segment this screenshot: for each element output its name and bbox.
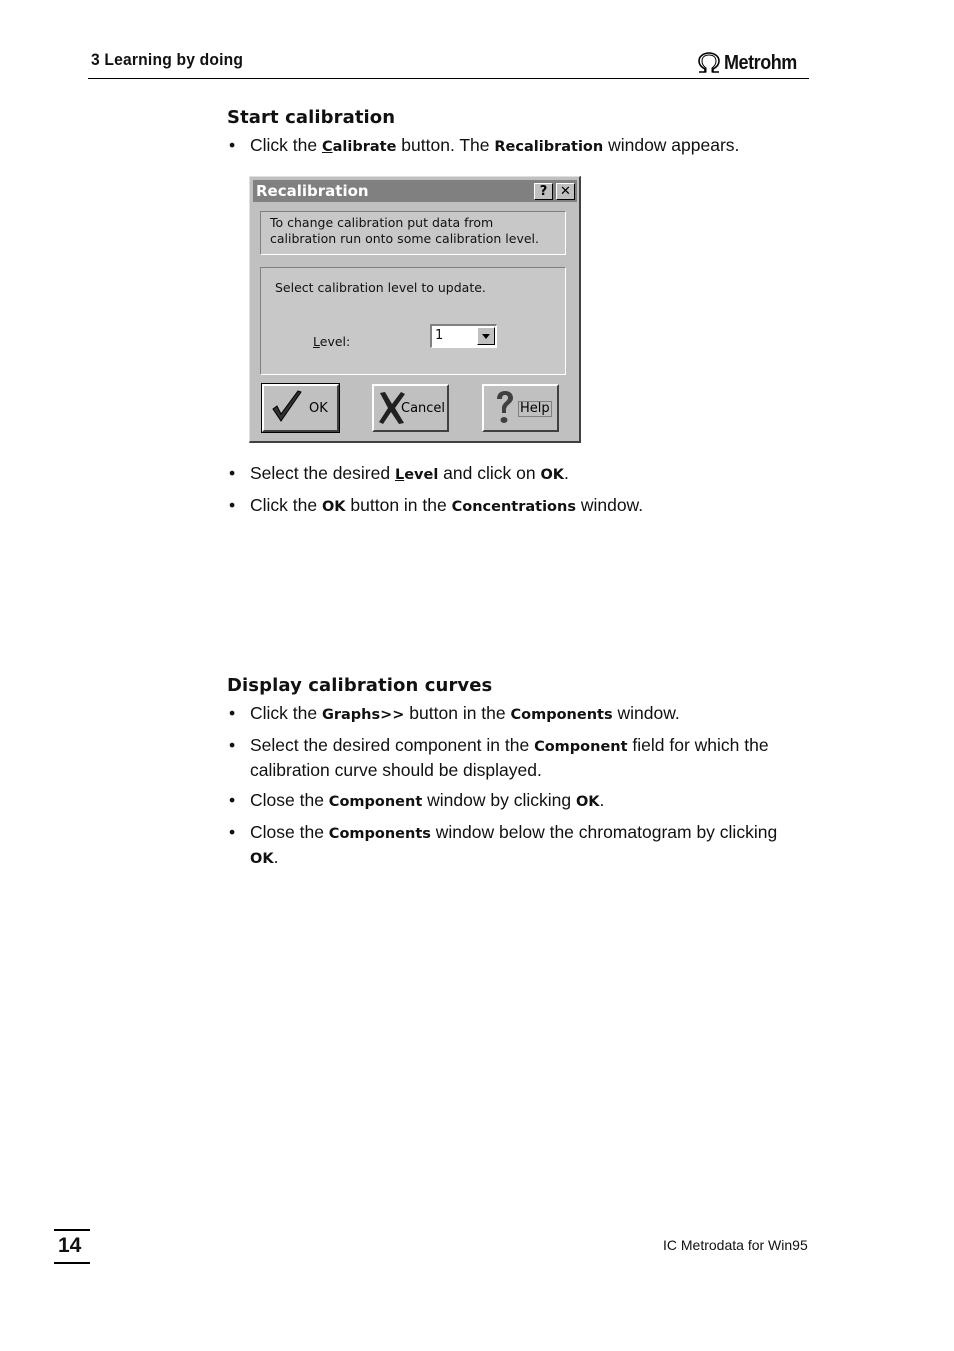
bullet-dot: •: [229, 790, 236, 810]
info-text: To change calibration put data from calibration run onto some calibration level.: [270, 215, 540, 246]
help-label: Help: [520, 401, 550, 416]
help-button[interactable]: [482, 384, 559, 432]
level-value: 1: [435, 328, 444, 343]
section-heading-start-calibration: Start calibration: [227, 107, 396, 128]
ok-button[interactable]: [262, 384, 339, 432]
page-number: 14: [58, 1234, 82, 1257]
header-rule: [88, 78, 809, 79]
logo-text: Metrohm: [724, 51, 797, 74]
footer-rule-top: [54, 1229, 90, 1231]
bullet-dot: •: [229, 463, 236, 483]
dropdown-button[interactable]: [477, 327, 495, 345]
document-title: IC Metrodata for Win95: [663, 1237, 808, 1253]
footer-rule-bottom: [54, 1262, 90, 1264]
chapter-header: 3 Learning by doing: [91, 50, 244, 69]
chevron-down-icon: [478, 328, 494, 344]
question-mark-icon: [492, 389, 518, 427]
metrohm-logo: [696, 50, 805, 76]
prompt-text: Select calibration level to update.: [275, 280, 486, 295]
checkmark-icon: [270, 389, 304, 425]
ok-label: OK: [309, 401, 328, 416]
bullet-dot: •: [229, 703, 236, 723]
bullet-dot: •: [229, 135, 236, 155]
help-icon[interactable]: ?: [534, 183, 553, 200]
bullet-dot: •: [229, 735, 236, 755]
recalibration-dialog: [249, 176, 581, 443]
level-label: Level:: [313, 334, 351, 349]
omega-logo-icon: [696, 52, 722, 74]
section-heading-display-calibration-curves: Display calibration curves: [227, 675, 493, 696]
bullet-dot: •: [229, 822, 236, 842]
bullet-dot: •: [229, 495, 236, 515]
close-icon[interactable]: ✕: [556, 183, 575, 200]
cancel-button[interactable]: [372, 384, 449, 432]
dialog-title-bar[interactable]: [253, 180, 577, 202]
info-panel: [260, 211, 566, 255]
level-panel: [260, 267, 566, 375]
cancel-label: Cancel: [401, 401, 446, 416]
dialog-title: Recalibration: [256, 182, 369, 200]
level-select[interactable]: [430, 324, 497, 348]
